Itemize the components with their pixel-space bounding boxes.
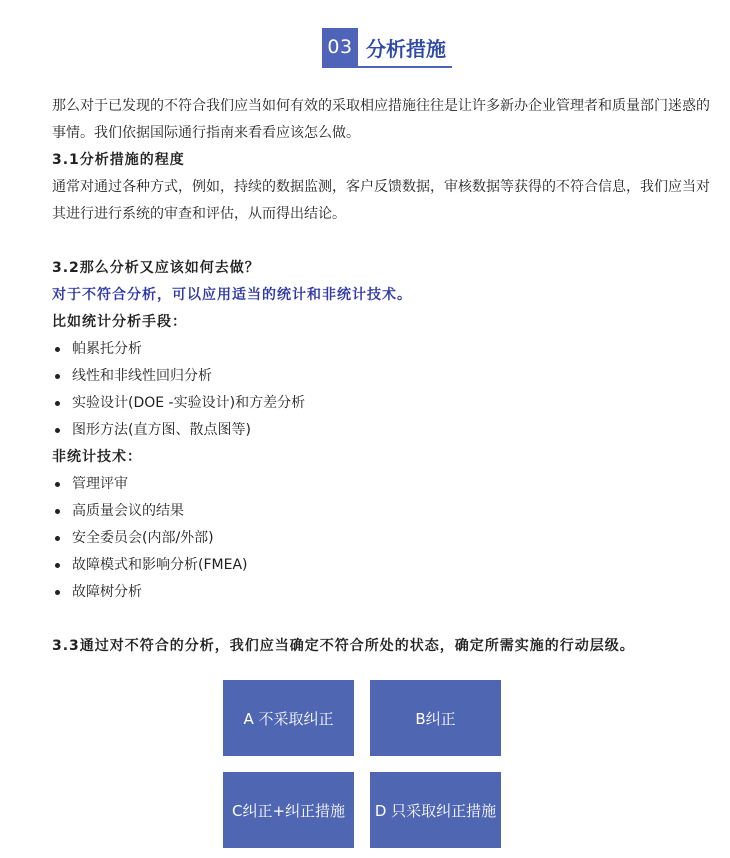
nonstat-methods-label: 非统计技术： bbox=[52, 449, 142, 465]
stat-methods-label: 比如统计分析手段： bbox=[52, 314, 187, 330]
list-item: 高质量会议的结果 bbox=[52, 498, 722, 525]
spacer bbox=[52, 228, 722, 255]
list-item: 管理评审 bbox=[52, 471, 722, 498]
highlight-sentence: 对于不符合分析，可以应用适当的统计和非统计技术。 bbox=[52, 287, 412, 303]
article-body bbox=[52, 93, 722, 660]
action-box-c: C纠正+纠正措施 bbox=[223, 772, 354, 848]
list-item: 故障树分析 bbox=[52, 579, 722, 606]
action-box-a: A 不采取纠正 bbox=[223, 680, 354, 756]
action-level-grid bbox=[223, 680, 503, 850]
list-item: 线性和非线性回归分析 bbox=[52, 363, 722, 390]
list-item: 图形方法(直方图、散点图等) bbox=[52, 417, 722, 444]
section-number: 03 bbox=[322, 28, 358, 66]
list-item: 实验设计(DOE -实验设计)和方差分析 bbox=[52, 390, 722, 417]
paragraph-3-1: 通常对通过各种方式，例如，持续的数据监测，客户反馈数据，审核数据等获得的不符合信息，我们应当对其进行进行系统的审查和评估，从而得出结论。 bbox=[52, 179, 710, 222]
action-box-b: B纠正 bbox=[370, 680, 501, 756]
spacer bbox=[52, 606, 722, 633]
heading-3-3: 3.3通过对不符合的分析，我们应当确定不符合所处的状态，确定所需实施的行动层级。 bbox=[52, 638, 635, 654]
list-item: 故障模式和影响分析(FMEA) bbox=[52, 552, 722, 579]
list-item: 安全委员会(内部/外部) bbox=[52, 525, 722, 552]
section-header bbox=[322, 28, 452, 68]
section-title: 分析措施 bbox=[366, 36, 446, 61]
intro-paragraph: 那么对于已发现的不符合我们应当如何有效的采取相应措施往往是让许多新办企业管理者和质量部门迷惑的事情。我们依据国际通行指南来看看应该怎么做。 bbox=[52, 98, 710, 141]
action-box-d: D 只采取纠正措施 bbox=[370, 772, 501, 848]
heading-3-1: 3.1分析措施的程度 bbox=[52, 152, 185, 168]
heading-3-2: 3.2那么分析又应该如何去做？ bbox=[52, 260, 260, 276]
list-item: 帕累托分析 bbox=[52, 336, 722, 363]
